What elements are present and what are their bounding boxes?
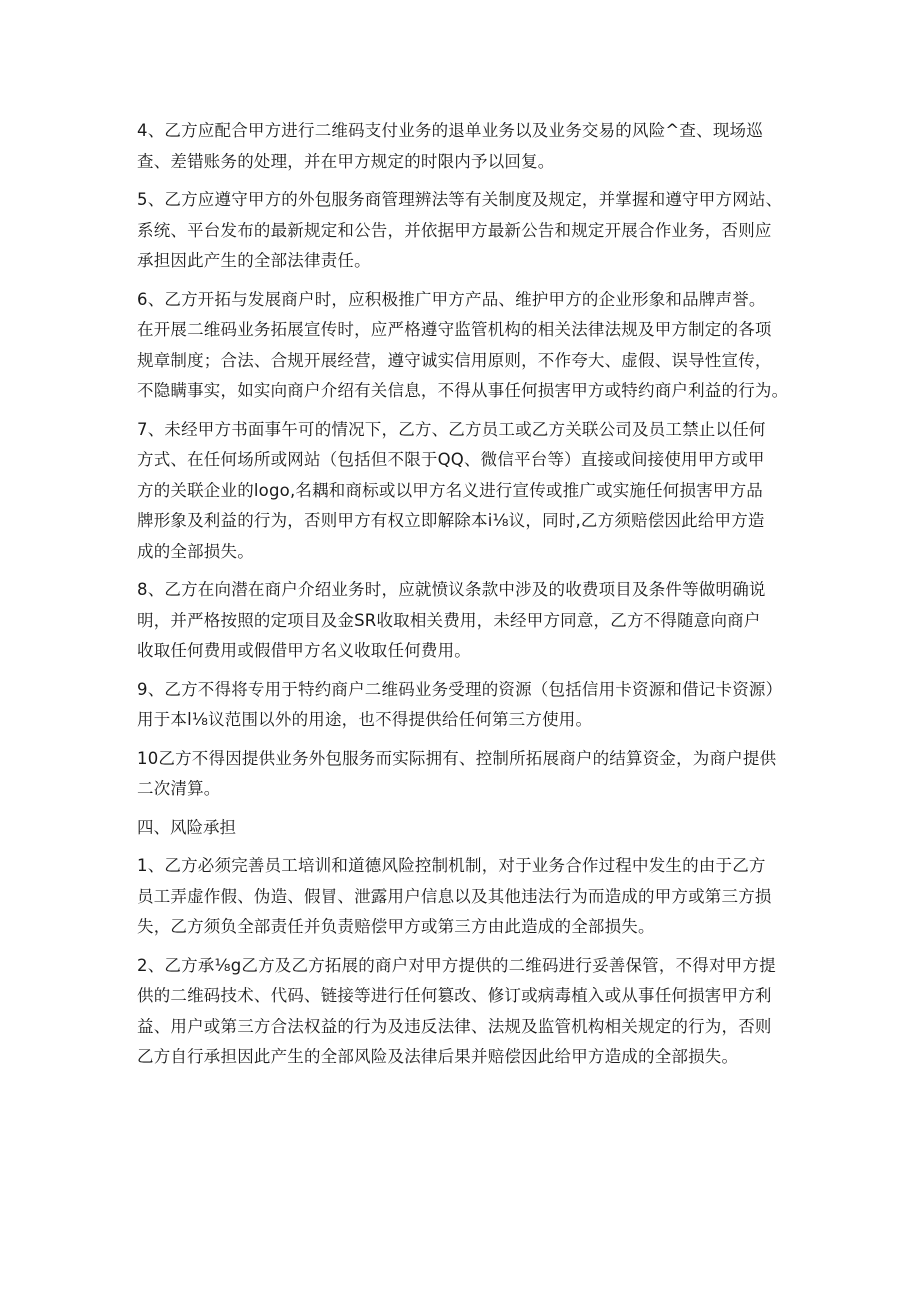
section-heading-risk: 四、风险承担 [137, 817, 236, 837]
risk-clause-2: 2、乙方承⅛g乙方及乙方拓展的商户对甲方提供的二维码进行妥善保管，不得对甲方提 供的二维码技术、代码、链接等进行任何篡改、修订或病毒植入或从事任何损害甲方利 益、用户或第三方合法权益的行为及违反法律、法规及监管机构相关规定的行为，否则 乙方自行承担因此产生的全部风险及法律后果并赔偿因此给甲方造成的全部损失。 [137, 955, 776, 1066]
clause-7: 7、未经甲方书面事午可的情况下，乙方、乙方员工或乙方关联公司及员工禁止以任何 方式、在任何场所或网站（包括但不限于QQ、微信平台等）直接或间接使用甲方或甲 方的关联企业的logo,名耦和商标或以甲方名义进行宣传或推广或实施任何损害甲方品 牌形象及利益的行为，否则甲方有权立即解除本i⅛议，同时,乙方须赔偿因此给甲方造 成的全部损失。 [137, 419, 766, 561]
clause-6: 6、乙方开拓与发展商户时，应积极推广甲方产品、维护甲方的企业形象和品牌声誉。 在开展二维码业务拓展宣传时，应严格遵守监管机构的相关法律法规及甲方制定的各项 规章制度；合法、合规开展经营，遵守诚实信用原则，不作夸大、虚假、误导性宣传， 不隐瞒事实，如实向商户介绍有关信息，不得从事任何损害甲方或特约商户利益的行为。 [137, 289, 789, 400]
clause-4: 4、乙方应配合甲方进行二维码支付业务的退单业务以及业务交易的风险^查、现场巡 查、差错账务的处理，并在甲方规定的时限内予以回复。 [137, 121, 763, 171]
clause-8: 8、乙方在向潜在商户介绍业务时，应就愤议条款中涉及的收费项目及条件等做明确说 明，并严格按照的定项目及金SR收取相关费用，未经甲方同意，乙方不得随意向商户 收取任何费用或假借甲方名义收取任何费用。 [137, 580, 766, 660]
clause-10: 10乙方不得因提供业务外包服务而实际拥有、控制所拓展商户的结算资金，为商户提供 二次清算。 [137, 748, 777, 798]
clause-5: 5、乙方应遵守甲方的外包服务商管理辨法等有关制度及规定，并掌握和遵守甲方网站、 系统、平台发布的最新规定和公告，并依据甲方最新公告和规定开展合作业务，否则应 承担因此产生的全部法律责任。 [137, 190, 783, 270]
document-body [137, 116, 797, 1081]
clause-9: 9、乙方不得将专用于特约商户二维码业务受理的资源（包括信用卡资源和借记卡资源） 用于本l⅛议范围以外的用途，也不得提供给任何第三方使用。 [137, 679, 783, 729]
risk-clause-1: 1、乙方必须完善员工培训和道德风险控制机制，对于业务合作过程中发生的由于乙方 员工弄虚作假、伪造、假冒、泄露用户信息以及其他违法行为而造成的甲方或第三方损 失，乙方须负全部责任并负责赔偿甲方或第三方由此造成的全部损失。 [137, 856, 772, 936]
